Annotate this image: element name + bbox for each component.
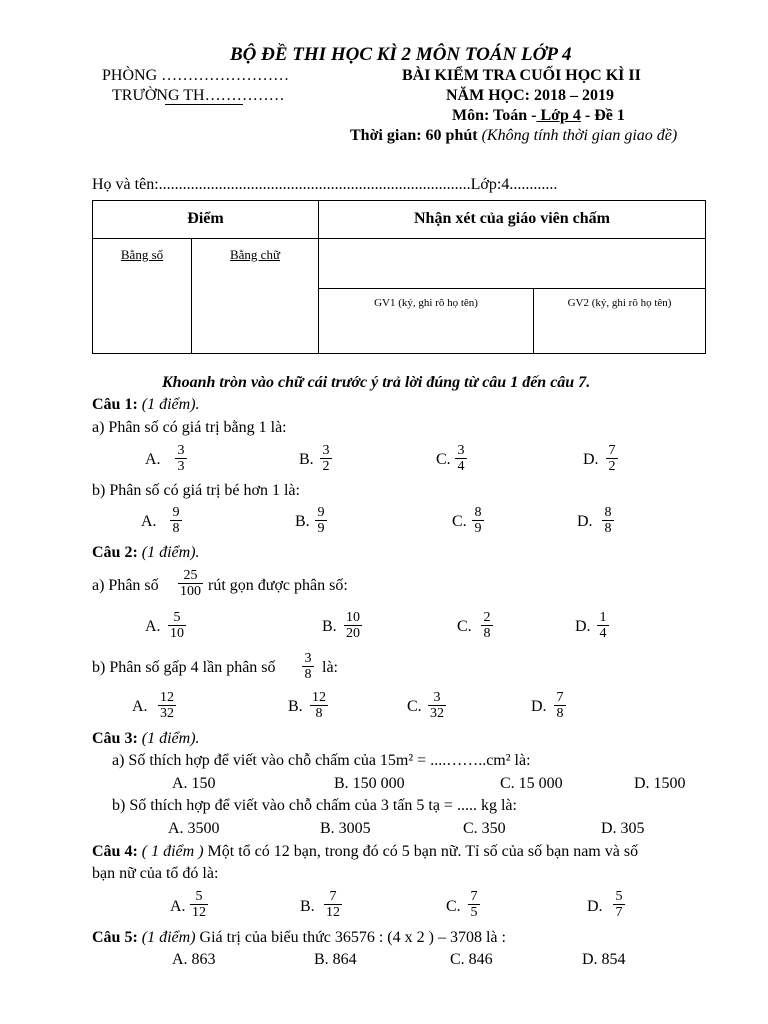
q2b-option-a-fraction bbox=[158, 690, 176, 721]
grade-header: Điểm bbox=[93, 201, 319, 239]
q1a-option-b-letter[interactable]: B. bbox=[299, 451, 314, 468]
q2a-option-d-fraction bbox=[597, 610, 609, 641]
fraction-numerator: 7 bbox=[608, 443, 616, 458]
q3-heading bbox=[92, 730, 200, 748]
fraction-denominator: 12 bbox=[326, 905, 340, 920]
fraction-denominator: 8 bbox=[556, 706, 564, 721]
fraction-denominator: 10 bbox=[170, 626, 184, 641]
q1a-option-a-fraction bbox=[175, 443, 187, 474]
q3a-option-d[interactable]: D. 1500 bbox=[634, 775, 686, 792]
q1b-option-d-letter[interactable]: D. bbox=[577, 513, 593, 530]
q3a-option-b[interactable]: B. 150 000 bbox=[334, 775, 405, 792]
fraction-denominator: 4 bbox=[599, 626, 607, 641]
gv1-cell bbox=[319, 289, 534, 354]
fraction-numerator: 9 bbox=[317, 505, 325, 520]
fraction-denominator: 32 bbox=[160, 706, 174, 721]
q3b-text: b) Số thích hợp để viết vào chỗ chấm của 3 tấn 5 tạ = ..... kg là: bbox=[112, 797, 517, 814]
fraction-denominator: 2 bbox=[322, 459, 330, 474]
q3-points: (1 điểm). bbox=[137, 730, 200, 747]
q2a-option-b-letter[interactable]: B. bbox=[322, 618, 337, 635]
subject-class: Lớp 4 bbox=[536, 107, 581, 124]
q1a-text: a) Phân số có giá trị bằng 1 là: bbox=[92, 419, 287, 436]
q3-label: Câu 3: bbox=[92, 730, 138, 747]
truong-line: TRƯỜNG TH…………… bbox=[112, 87, 285, 104]
fraction-denominator: 4 bbox=[457, 459, 465, 474]
q3a-option-a[interactable]: A. 150 bbox=[172, 775, 216, 792]
q1-heading bbox=[92, 396, 200, 414]
q1b-option-a-fraction bbox=[170, 505, 182, 536]
q5-option-c[interactable]: C. 846 bbox=[450, 951, 493, 968]
q3b-option-c[interactable]: C. 350 bbox=[463, 820, 506, 837]
fraction-numerator: 25 bbox=[183, 568, 198, 583]
grade-words-label: Bằng chữ bbox=[229, 247, 280, 262]
q2a-option-c-fraction bbox=[481, 610, 493, 641]
fraction-denominator: 8 bbox=[604, 521, 612, 536]
q1-points: (1 điểm). bbox=[137, 396, 200, 413]
fraction-denominator: 12 bbox=[192, 905, 206, 920]
student-line: Họ và tên:..............................................................................Lớp:4............ bbox=[92, 176, 558, 193]
q1b-text: b) Phân số có giá trị bé hơn 1 là: bbox=[92, 482, 300, 499]
gv2-cell bbox=[534, 289, 706, 354]
q2-label: Câu 2: bbox=[92, 544, 138, 561]
q3a-text: a) Số thích hợp để viết vào chỗ chấm của 15m² = ....……..cm² là: bbox=[112, 752, 531, 769]
fraction-numerator: 3 bbox=[433, 690, 441, 705]
q5-option-d[interactable]: D. 854 bbox=[582, 951, 626, 968]
fraction-denominator: 20 bbox=[346, 626, 360, 641]
q1b-option-b-fraction bbox=[315, 505, 327, 536]
q2b-option-a-letter[interactable]: A. bbox=[132, 698, 148, 715]
fraction-denominator: 2 bbox=[608, 459, 616, 474]
q2b-given-fraction bbox=[302, 651, 314, 682]
q1a-option-c-letter[interactable]: C. bbox=[436, 451, 451, 468]
fraction-numerator: 7 bbox=[329, 889, 337, 904]
comment-cell bbox=[319, 239, 706, 289]
q1a-option-a-letter[interactable]: A. bbox=[145, 451, 161, 468]
q4-option-a-fraction bbox=[190, 889, 208, 920]
q2b-option-c-fraction bbox=[428, 690, 446, 721]
q2a-option-a-letter[interactable]: A. bbox=[145, 618, 161, 635]
fraction-numerator: 12 bbox=[312, 690, 326, 705]
grade-number-label: Bằng số bbox=[120, 247, 164, 262]
q2a-suffix: rút gọn được phân số: bbox=[208, 577, 348, 594]
fraction-numerator: 10 bbox=[346, 610, 360, 625]
grade-words-cell bbox=[192, 239, 319, 354]
q1a-option-d-fraction bbox=[606, 443, 618, 474]
fraction-denominator: 8 bbox=[483, 626, 491, 641]
q4-option-c-letter[interactable]: C. bbox=[446, 898, 461, 915]
fraction-denominator: 100 bbox=[180, 584, 201, 599]
fraction-numerator: 3 bbox=[177, 443, 185, 458]
document-title: BỘ ĐỀ THI HỌC KÌ 2 MÔN TOÁN LỚP 4 bbox=[230, 44, 572, 65]
q2b-option-b-letter[interactable]: B. bbox=[288, 698, 303, 715]
truong-underline bbox=[165, 104, 243, 105]
q5-points: (1 điểm) bbox=[137, 929, 196, 946]
fraction-numerator: 8 bbox=[474, 505, 482, 520]
gv2-label: GV2 (ký, ghi rõ họ tên) bbox=[567, 297, 672, 309]
fraction-numerator: 7 bbox=[470, 889, 478, 904]
comment-header: Nhận xét của giáo viên chấm bbox=[319, 201, 706, 239]
q2a-option-c-letter[interactable]: C. bbox=[457, 618, 472, 635]
q1a-option-c-fraction bbox=[455, 443, 467, 474]
q2-points: (1 điểm). bbox=[137, 544, 200, 561]
fraction-numerator: 9 bbox=[172, 505, 180, 520]
q5-option-b[interactable]: B. 864 bbox=[314, 951, 357, 968]
q4-option-b-letter[interactable]: B. bbox=[300, 898, 315, 915]
subject-prefix: Môn: Toán - bbox=[452, 107, 537, 124]
time-italic: (Không tính thời gian giao đề) bbox=[477, 127, 678, 144]
q4-line1 bbox=[92, 843, 638, 861]
time-bold: Thời gian: 60 phút bbox=[350, 127, 478, 144]
fraction-numerator: 1 bbox=[599, 610, 607, 625]
q4-option-c-fraction bbox=[468, 889, 480, 920]
q5-label: Câu 5: bbox=[92, 929, 138, 946]
grade-number-cell bbox=[93, 239, 192, 354]
exam-title: BÀI KIỂM TRA CUỐI HỌC KÌ II bbox=[402, 67, 641, 84]
fraction-numerator: 3 bbox=[457, 443, 465, 458]
q1b-option-b-letter[interactable]: B. bbox=[295, 513, 310, 530]
q1a-option-d-letter[interactable]: D. bbox=[583, 451, 599, 468]
q5-text: Giá trị của biểu thức 36576 : (4 x 2 ) – 3708 là : bbox=[195, 929, 506, 946]
q1b-option-c-fraction bbox=[472, 505, 484, 536]
q1a-option-b-fraction bbox=[320, 443, 332, 474]
fraction-denominator: 8 bbox=[172, 521, 180, 536]
q2b-option-b-fraction bbox=[310, 690, 328, 721]
q4-option-d-letter[interactable]: D. bbox=[587, 898, 603, 915]
q2b-option-d-letter[interactable]: D. bbox=[531, 698, 547, 715]
q4-label: Câu 4: bbox=[92, 843, 138, 860]
q5-option-a[interactable]: A. 863 bbox=[172, 951, 216, 968]
fraction-numerator: 12 bbox=[160, 690, 174, 705]
fraction-numerator: 5 bbox=[173, 610, 181, 625]
fraction-denominator: 5 bbox=[470, 905, 478, 920]
fraction-numerator: 3 bbox=[304, 651, 312, 666]
fraction-denominator: 32 bbox=[430, 706, 444, 721]
q2a-prefix: a) Phân số bbox=[92, 577, 159, 594]
q3b-option-b[interactable]: B. 3005 bbox=[320, 820, 371, 837]
fraction-denominator: 9 bbox=[317, 521, 325, 536]
fraction-denominator: 9 bbox=[474, 521, 482, 536]
gv1-label: GV1 (ký, ghi rõ họ tên) bbox=[374, 297, 478, 309]
phong-line: PHÒNG …………………… bbox=[102, 67, 290, 84]
q4-points: ( 1 điểm ) bbox=[137, 843, 204, 860]
q2a-option-b-fraction bbox=[344, 610, 362, 641]
fraction-denominator: 3 bbox=[177, 459, 185, 474]
q3a-option-c[interactable]: C. 15 000 bbox=[500, 775, 563, 792]
q4-text2: bạn nữ của tổ đó là: bbox=[92, 865, 219, 882]
q1b-option-a-letter[interactable]: A. bbox=[141, 513, 157, 530]
q1b-option-d-fraction bbox=[602, 505, 614, 536]
fraction-denominator: 8 bbox=[315, 706, 323, 721]
subject-suffix: - Đề 1 bbox=[580, 107, 625, 124]
q4-option-a-letter[interactable]: A. bbox=[170, 898, 186, 915]
q5-line bbox=[92, 929, 506, 947]
instruction: Khoanh tròn vào chữ cái trước ý trả lời đúng từ câu 1 đến câu 7. bbox=[162, 374, 591, 391]
q1-label: Câu 1: bbox=[92, 396, 138, 413]
q4-text1: Một tổ có 12 bạn, trong đó có 5 bạn nữ. Tỉ số của số bạn nam và số bbox=[203, 843, 639, 860]
fraction-numerator: 7 bbox=[556, 690, 564, 705]
q4-option-d-fraction bbox=[613, 889, 625, 920]
q2b-option-d-fraction bbox=[554, 690, 566, 721]
q2a-option-d-letter[interactable]: D. bbox=[575, 618, 591, 635]
fraction-denominator: 7 bbox=[615, 905, 623, 920]
fraction-denominator: 8 bbox=[304, 667, 312, 682]
q2a-given-fraction bbox=[178, 568, 203, 599]
grade-table bbox=[92, 200, 706, 354]
fraction-numerator: 5 bbox=[195, 889, 203, 904]
time-line bbox=[350, 127, 677, 145]
q2a-option-a-fraction bbox=[168, 610, 186, 641]
fraction-numerator: 5 bbox=[615, 889, 623, 904]
q2b-suffix: là: bbox=[322, 659, 338, 676]
school-year: NĂM HỌC: 2018 – 2019 bbox=[446, 87, 614, 104]
fraction-numerator: 8 bbox=[604, 505, 612, 520]
subject-line bbox=[452, 107, 625, 125]
q2b-option-c-letter[interactable]: C. bbox=[407, 698, 422, 715]
q3b-option-d[interactable]: D. 305 bbox=[601, 820, 645, 837]
q3b-option-a[interactable]: A. 3500 bbox=[168, 820, 220, 837]
q1b-option-c-letter[interactable]: C. bbox=[452, 513, 467, 530]
q2b-prefix: b) Phân số gấp 4 lần phân số bbox=[92, 659, 276, 676]
q2-heading bbox=[92, 544, 200, 562]
fraction-numerator: 3 bbox=[322, 443, 330, 458]
fraction-numerator: 2 bbox=[483, 610, 491, 625]
q4-option-b-fraction bbox=[324, 889, 342, 920]
